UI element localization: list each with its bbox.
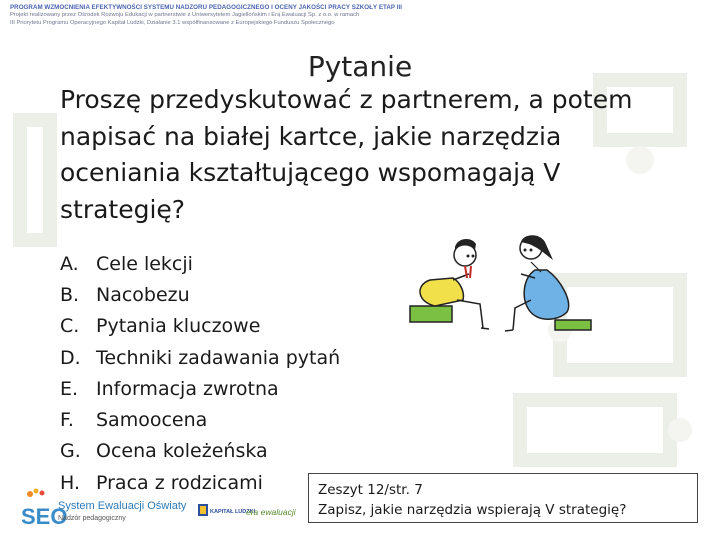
item-text: Techniki zadawania pytań bbox=[96, 346, 341, 369]
item-text: Samoocena bbox=[96, 409, 208, 432]
era-label: era ewaluacji bbox=[246, 507, 296, 517]
slide-title: Pytanie bbox=[307, 50, 413, 83]
list-item bbox=[60, 342, 380, 373]
item-text: Pytania kluczowe bbox=[96, 315, 261, 338]
question-text bbox=[60, 82, 680, 228]
right-figure-icon bbox=[505, 235, 591, 331]
era-ewaluacji-logo-icon bbox=[246, 504, 306, 524]
kl-label: KAPITAŁ LUDZKI bbox=[210, 509, 256, 515]
list-item bbox=[60, 311, 380, 342]
item-letter: A. bbox=[60, 252, 79, 275]
item-text: Praca z rodzicami bbox=[96, 471, 263, 494]
seo-logo-icon bbox=[20, 488, 68, 532]
kapital-ludzki-logo-icon bbox=[198, 504, 256, 524]
question-line: Proszę przedyskutować z partnerem, a potem bbox=[60, 85, 633, 114]
seo-mark: SEO bbox=[21, 504, 68, 529]
program-header-line-2: Projekt realizowany przez Ośrodek Rozwoju Edukacji w partnerstwie z Uniwersytetem Jagiellońskim i Erą Ewaluacji Sp. z o.o. w ramach bbox=[10, 12, 360, 18]
list-item bbox=[60, 436, 380, 467]
question-line: oceniania kształtującego wspomagają V bbox=[60, 158, 561, 187]
seo-name: System Ewaluacji Oświaty bbox=[58, 500, 187, 512]
question-line: strategię? bbox=[60, 194, 186, 224]
list-item bbox=[60, 279, 380, 310]
answer-list bbox=[60, 248, 380, 498]
left-figure-icon bbox=[410, 239, 489, 329]
program-header-title: PROGRAM WZMOCNIENIA EFEKTYWNOŚCI SYSTEMU NADZORU PEDAGOGICZNEGO I OCENY JAKOŚCI PRACY SZKOŁY ETAP III bbox=[10, 4, 403, 11]
footer-logos bbox=[8, 488, 308, 538]
item-text: Ocena koleżeńska bbox=[96, 440, 268, 463]
item-letter: B. bbox=[60, 283, 80, 306]
item-letter: E. bbox=[60, 377, 79, 400]
note-line-2: Zapisz, jakie narzędzia wspierają V strategię? bbox=[318, 502, 627, 518]
item-letter: D. bbox=[60, 346, 81, 369]
item-letter: F. bbox=[60, 409, 74, 432]
question-line: napisać na białej kartce, jakie narzędzia bbox=[60, 121, 562, 151]
item-letter: C. bbox=[60, 315, 80, 338]
program-header bbox=[10, 4, 570, 27]
seo-subtitle: Nadzór pedagogiczny bbox=[58, 515, 126, 522]
program-header-line-3: III Priorytetu Programu Operacyjnego Kapitał Ludzki, Działanie 3.1 współfinansowane z Europejskiego Funduszu Społecznego bbox=[10, 20, 335, 26]
note-line-1: Zeszyt 12/str. 7 bbox=[318, 482, 423, 498]
item-text: Nacobezu bbox=[96, 283, 190, 306]
list-item bbox=[60, 373, 380, 404]
discussion-illustration bbox=[405, 230, 595, 335]
item-text: Cele lekcji bbox=[96, 252, 193, 275]
notebook-note bbox=[308, 473, 698, 523]
list-item bbox=[60, 404, 380, 435]
list-item bbox=[60, 248, 380, 279]
item-text: Informacja zwrotna bbox=[96, 377, 279, 400]
item-letter: H. bbox=[60, 471, 80, 494]
item-letter: G. bbox=[60, 440, 81, 463]
